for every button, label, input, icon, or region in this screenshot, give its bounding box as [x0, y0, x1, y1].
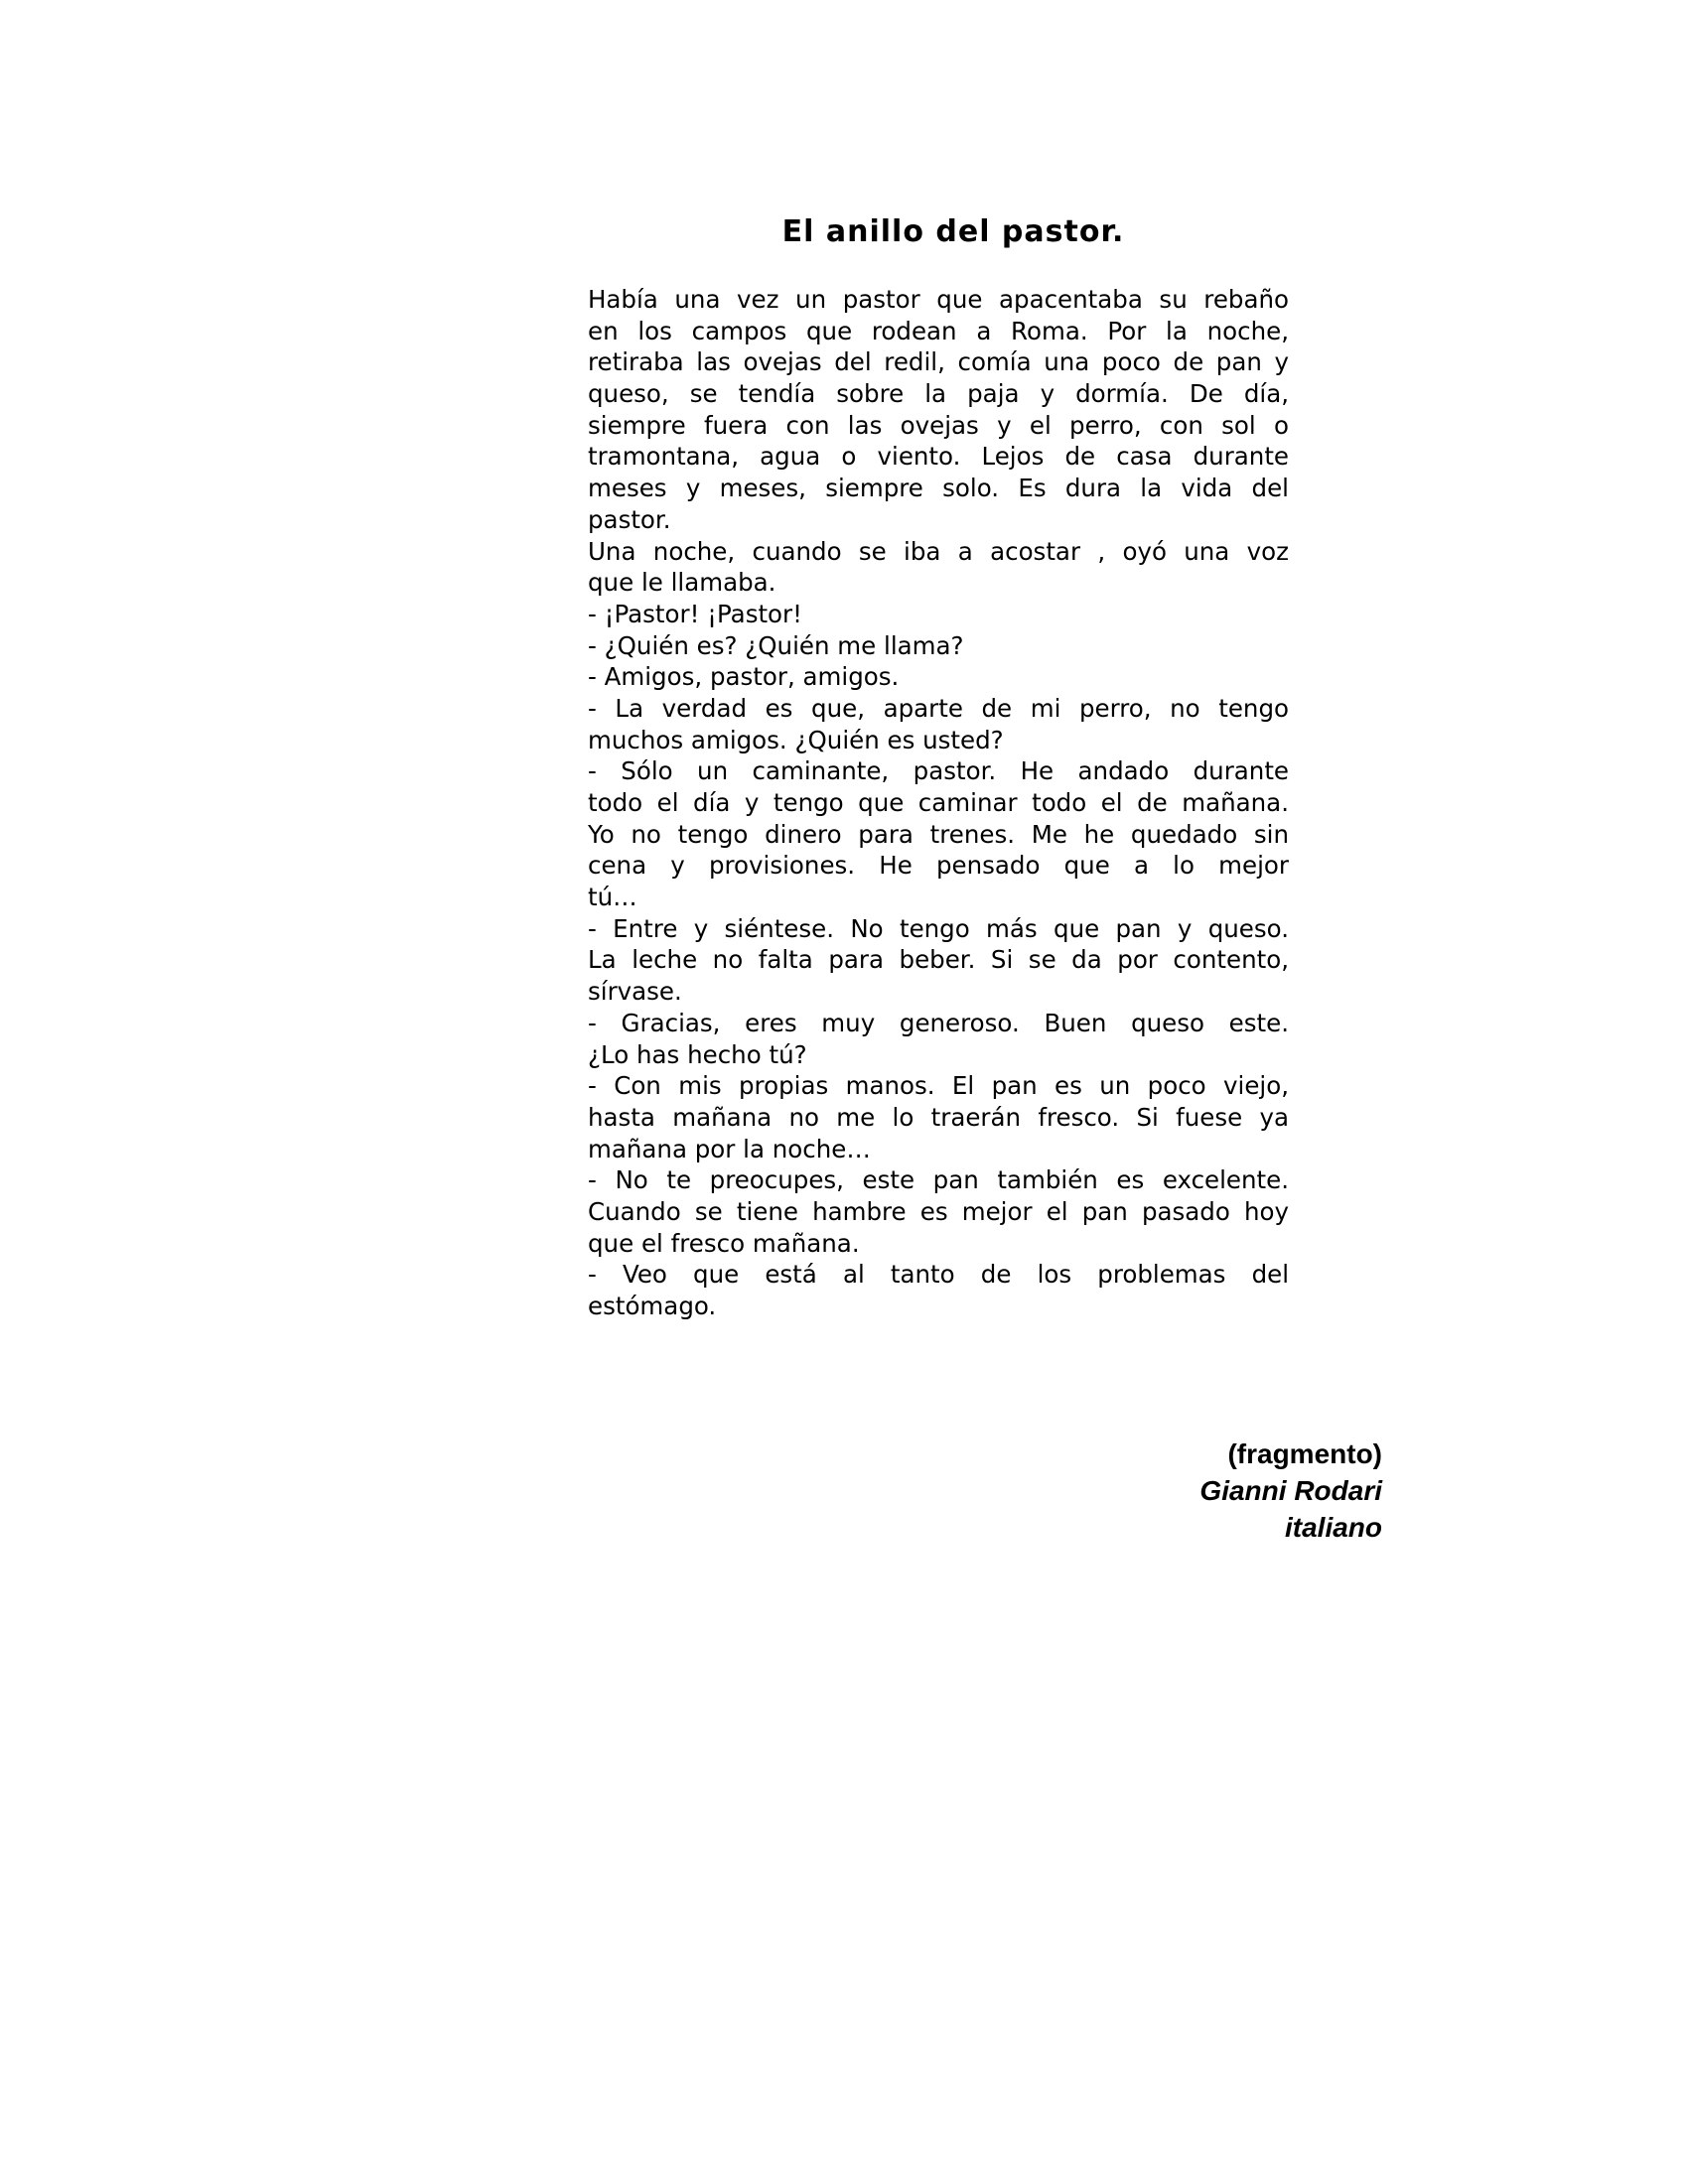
story-line: - Sólo un caminante, pastor. He andado durante — [588, 756, 1289, 786]
story-line: tú… — [588, 883, 637, 912]
story-line: - Con mis propias manos. El pan es un poco viejo, — [588, 1071, 1289, 1101]
story-line: hasta mañana no me lo traerán fresco. Si fuese ya — [588, 1102, 1289, 1132]
story-line: Yo no tengo dinero para trenes. Me he quedado sin — [588, 819, 1289, 849]
story-body — [588, 284, 1289, 1322]
story-line: - ¡Pastor! ¡Pastor! — [588, 599, 802, 628]
story-line: en los campos que rodean a Roma. Por la noche, — [588, 316, 1289, 345]
story-line: todo el día y tengo que caminar todo el de mañana. — [588, 788, 1289, 817]
story-line: meses y meses, siempre solo. Es dura la vida del — [588, 474, 1289, 503]
story-line: - Amigos, pastor, amigos. — [588, 662, 900, 692]
story-line: queso, se tendía sobre la paja y dormía. De día, — [588, 379, 1289, 409]
credits-block — [1199, 1435, 1382, 1546]
story-line: siempre fuera con las ovejas y el perro, con sol o — [588, 410, 1289, 440]
story-line: estómago. — [588, 1292, 717, 1320]
author-name: Gianni Rodari — [1199, 1475, 1382, 1506]
story-line: pastor. — [588, 504, 671, 534]
story-line: mañana por la noche… — [588, 1134, 871, 1163]
story-line: cena y provisiones. He pensado que a lo mejor — [588, 851, 1289, 881]
story-line: - La verdad es que, aparte de mi perro, no tengo — [588, 693, 1289, 723]
story-line: que le llamaba. — [588, 568, 776, 598]
fragment-note: (fragmento) — [1227, 1438, 1382, 1469]
story-line: tramontana, agua o viento. Lejos de casa durante — [588, 442, 1289, 472]
story-line: que el fresco mañana. — [588, 1228, 860, 1258]
story-line: Cuando se tiene hambre es mejor el pan pasado hoy — [588, 1196, 1289, 1226]
story-line: - Entre y siéntese. No tengo más que pan y queso. — [588, 913, 1289, 943]
story-line: La leche no falta para beber. Si se da por contento, — [588, 945, 1289, 975]
story-line: ¿Lo has hecho tú? — [588, 1039, 807, 1069]
story-line: retiraba las ovejas del redil, comía una poco de pan y — [588, 347, 1289, 377]
author-nationality: italiano — [1284, 1512, 1382, 1543]
story-line: - Gracias, eres muy generoso. Buen queso este. — [588, 1008, 1289, 1037]
story-line: - Veo que está al tanto de los problemas del — [588, 1260, 1289, 1290]
story-line: Había una vez un pastor que apacentaba su rebaño — [588, 285, 1289, 314]
story-title: El anillo del pastor. — [781, 214, 1125, 249]
story-line: sírvase. — [588, 977, 682, 1007]
story-line: muchos amigos. ¿Quién es usted? — [588, 725, 1004, 754]
story-line: Una noche, cuando se iba a acostar , oyó una voz — [588, 536, 1289, 566]
story-line: - No te preocupes, este pan también es excelente. — [588, 1165, 1289, 1195]
story-line: - ¿Quién es? ¿Quién me llama? — [588, 630, 964, 660]
